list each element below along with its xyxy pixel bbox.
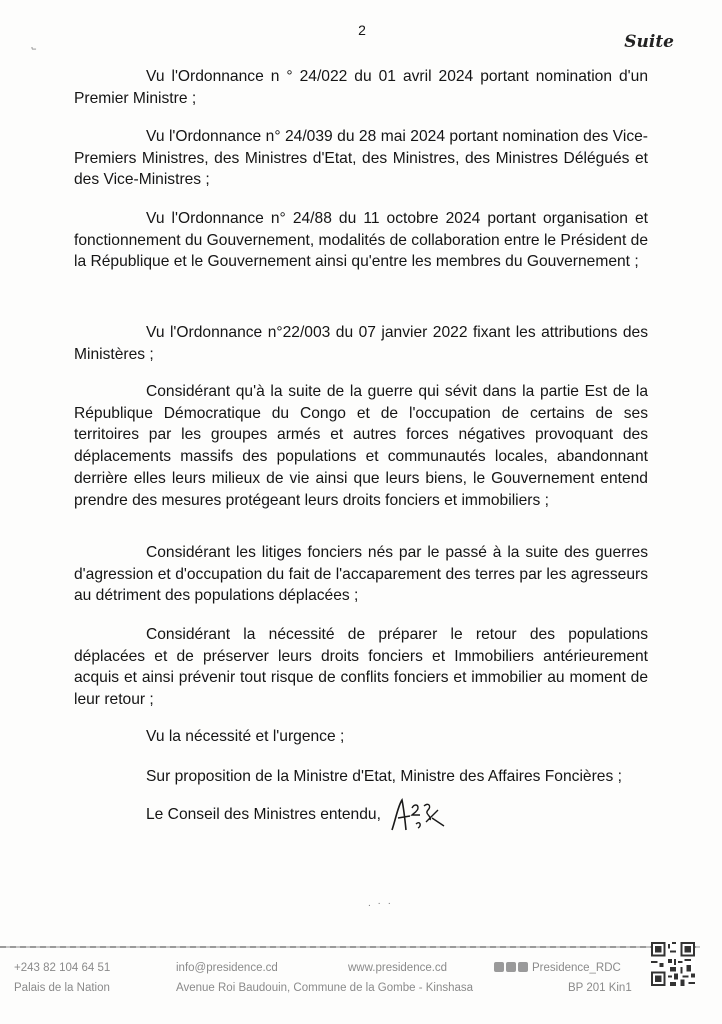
- footer-email: info@presidence.cd: [176, 962, 278, 974]
- twitter-icon: [506, 962, 516, 972]
- footer-social: [494, 962, 621, 974]
- scan-dots: . · ·: [368, 898, 393, 909]
- facebook-icon: [494, 962, 504, 972]
- paragraph-considerant-retour: Considérant la nécessité de préparer le retour des populations déplacées et de préserver leurs droits fonciers et Immobiliers antérieurement acquis et ainsi prévenir tout risque de conflits fonciers et immobilier au moment de leur retour ;: [74, 626, 648, 709]
- footer-po-box: BP 201 Kin1: [568, 982, 632, 994]
- paragraph-necessite-urgence: Vu la nécessité et l'urgence ;: [146, 728, 345, 745]
- instagram-icon: [518, 962, 528, 972]
- paragraph-ordonnance-gouvernement: Vu l'Ordonnance n° 24/88 du 11 octobre 2024 portant organisation et fonctionnement du Gouvernement, modalités de collaboration entre le Président de la République et le Gouvernement ainsi qu'entre les membres du Gouvernement ;: [74, 210, 648, 271]
- qr-code-icon: [651, 942, 695, 986]
- continuation-mark: Suite: [624, 32, 674, 52]
- paragraph-considerant-litiges: Considérant les litiges fonciers nés par le passé à la suite des guerres d'agression et d'occupation du fait de l'accaparement des terres par les agresseurs au détriment des populations déplacées ;: [74, 544, 648, 605]
- scan-artifact: ·̵: [30, 40, 34, 54]
- footer-divider: [0, 946, 700, 948]
- paragraph-ordonnance-attributions: Vu l'Ordonnance n°22/003 du 07 janvier 2022 fixant les attributions des Ministères ;: [74, 324, 648, 363]
- paragraph-ordonnance-premier-ministre: Vu l'Ordonnance n ° 24/022 du 01 avril 2024 portant nomination d'un Premier Ministre ;: [74, 68, 648, 107]
- paragraph-proposition: Sur proposition de la Ministre d'Etat, Ministre des Affaires Foncières ;: [146, 768, 622, 785]
- footer-website: www.presidence.cd: [348, 962, 448, 974]
- footer-address: Avenue Roi Baudouin, Commune de la Gombe - Kinshasa: [176, 982, 474, 994]
- footer: [0, 956, 722, 1006]
- paragraph-considerant-guerre: Considérant qu'à la suite de la guerre qui sévit dans la partie Est de la République Démocratique du Congo et de l'occupation de certains de ses territoires par les groupes armés et autres forces négatives provoquant des déplacements massifs des populations et communautés locales, abandonnant derrière elles leurs milieux de vie ainsi que leurs biens, le Gouvernement entend prendre des mesures protégeant leurs droits fonciers et immobiliers ;: [74, 383, 648, 509]
- page-number: 2: [358, 22, 366, 38]
- handwritten-initials-signature: [388, 796, 450, 836]
- footer-social-handle: Presidence_RDC: [532, 962, 621, 974]
- footer-location: Palais de la Nation: [14, 982, 110, 994]
- paragraph-conseil-entendu: Le Conseil des Ministres entendu,: [146, 806, 381, 823]
- paragraph-ordonnance-ministres: Vu l'Ordonnance n° 24/039 du 28 mai 2024 portant nomination des Vice-Premiers Ministres, des Ministres d'Etat, des Ministres, des Ministres Délégués et des Vice-Ministres ;: [74, 128, 648, 189]
- footer-phone: +243 82 104 64 51: [14, 962, 111, 974]
